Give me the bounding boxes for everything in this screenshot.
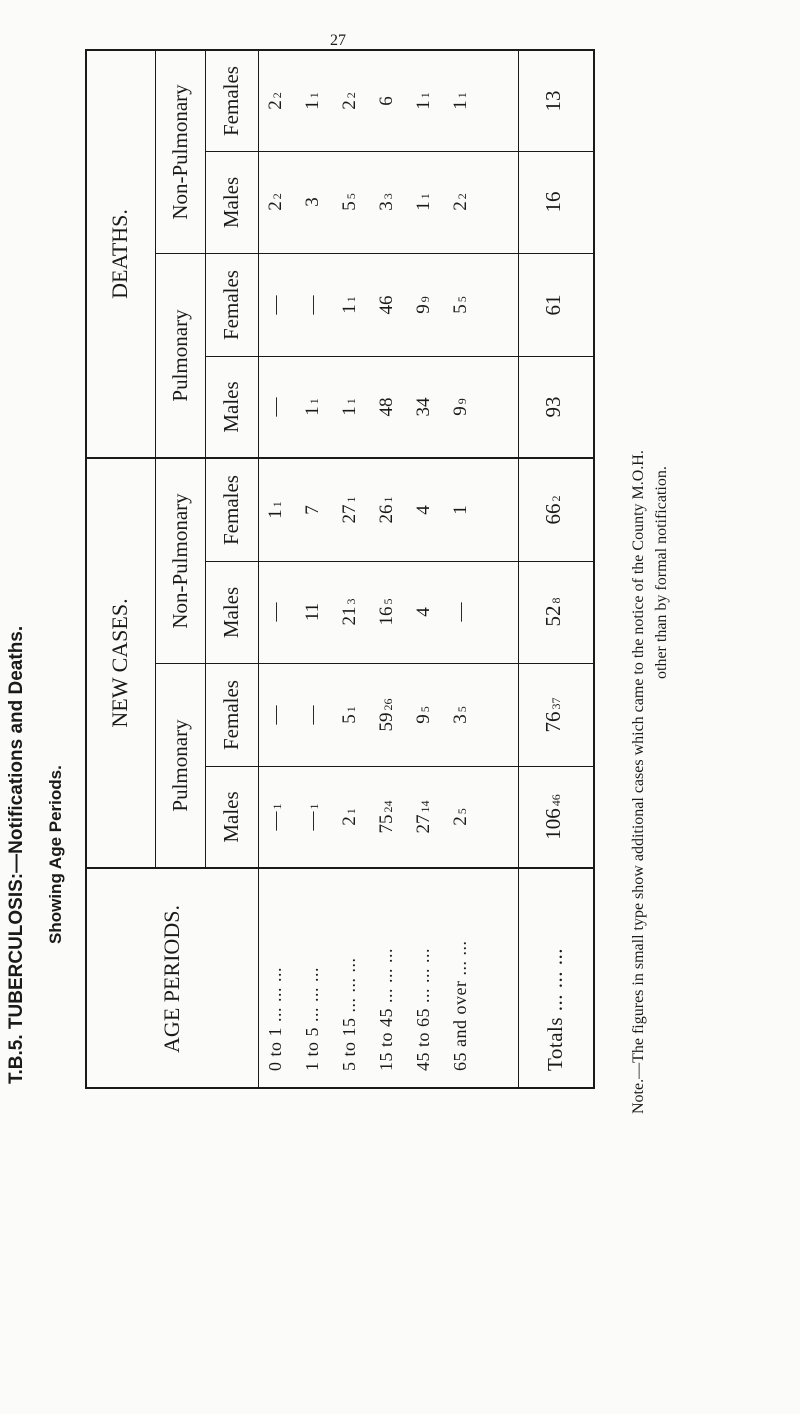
cell-additional-cases: 24 [381, 800, 395, 813]
table-cell [339, 362, 361, 452]
cell-value: 21 [339, 606, 360, 626]
cell-value: — [302, 811, 323, 831]
cell-additional-cases: 2 [270, 193, 284, 200]
table-cell [450, 772, 472, 862]
cell-value: 2 [450, 816, 471, 826]
cell-additional-cases: 5 [455, 706, 469, 713]
cell-value: 59 [376, 712, 397, 732]
age-label: 15 to 45 ... ... ... [376, 947, 396, 1071]
cell-additional-cases: 2 [270, 92, 284, 99]
cell-value: 66 [541, 503, 565, 525]
table-cell [265, 362, 287, 452]
cell-additional-cases: 1 [270, 501, 284, 508]
table-cell [450, 567, 472, 657]
table-cell [302, 56, 324, 146]
cell-value: 2 [265, 100, 286, 110]
table-cell [376, 56, 398, 146]
table-cell [339, 772, 361, 862]
cell-additional-cases: 46 [549, 794, 563, 807]
header-age-periods: AGE PERIODS. [158, 905, 184, 1053]
table-cell [339, 157, 361, 247]
table-cell [450, 56, 472, 146]
table-cell [450, 260, 472, 350]
totals-cell [541, 260, 566, 350]
divider-sub-3 [205, 356, 595, 357]
table-cell [450, 670, 472, 760]
cell-value: 93 [541, 396, 565, 418]
table-cell [450, 157, 472, 247]
cell-additional-cases: 1 [307, 803, 321, 810]
cell-value: 1 [265, 509, 286, 519]
cell-additional-cases: 1 [455, 92, 469, 99]
cell-value: 2 [450, 201, 471, 211]
cell-additional-cases: 2 [344, 92, 358, 99]
header-females-1: Females [219, 680, 243, 750]
header-deaths: DEATHS. [107, 209, 132, 299]
cell-value: 9 [413, 304, 434, 314]
table-cell [413, 670, 435, 760]
cell-value: — [450, 602, 471, 622]
table-subtitle: Showing Age Periods. [46, 765, 65, 944]
table-cell [339, 670, 361, 760]
table-title: T.B.5. TUBERCULOSIS:—Notifications and Deaths. [6, 625, 27, 1084]
cell-value: — [265, 602, 286, 622]
table-cell [265, 465, 287, 555]
table-cell [376, 772, 398, 862]
cell-value: 1 [450, 100, 471, 110]
header-males-2: Males [219, 586, 243, 639]
rule-header-body [258, 49, 259, 1089]
cell-additional-cases: 5 [418, 706, 432, 713]
cell-additional-cases: 1 [344, 296, 358, 303]
cell-value: 76 [541, 711, 565, 733]
table-cell [339, 567, 361, 657]
age-label: 45 to 65 ... ... ... [413, 947, 433, 1071]
table-cell [265, 670, 287, 760]
cell-value: 3 [302, 197, 323, 207]
cell-value: 5 [450, 304, 471, 314]
cell-value: 1 [302, 406, 323, 416]
table-cell [376, 260, 398, 350]
cell-value: 9 [450, 406, 471, 416]
header-males-3: Males [219, 381, 243, 433]
table-cell [302, 157, 324, 247]
table-cell [413, 157, 435, 247]
rule-totals [518, 49, 519, 1089]
table-cell [265, 772, 287, 862]
cell-additional-cases: 37 [549, 697, 563, 710]
cell-value: 3 [450, 714, 471, 724]
age-label: 65 and over ... ... [450, 940, 470, 1071]
cell-additional-cases: 8 [549, 597, 563, 604]
table-cell [376, 465, 398, 555]
divider-sub-2 [205, 561, 595, 562]
totals-label: Totals ... ... ... [543, 947, 567, 1071]
age-label: 5 to 15 ... ... ... [339, 957, 359, 1071]
footnote-line-2: other than by formal notification. [653, 466, 670, 679]
cell-additional-cases: 1 [307, 398, 321, 405]
age-label: 1 to 5 ... ... ... [302, 966, 322, 1071]
cell-value: 46 [376, 295, 397, 315]
cell-additional-cases: 2 [455, 193, 469, 200]
header-new-cases: NEW CASES. [107, 598, 132, 728]
cell-value: — [265, 295, 286, 315]
header-females-3: Females [219, 270, 243, 340]
table-border-bottom [593, 49, 595, 1089]
totals-cell [541, 772, 566, 862]
table-cell [413, 260, 435, 350]
cell-additional-cases: 5 [344, 193, 358, 200]
totals-cell [541, 362, 566, 452]
cell-additional-cases: 1 [418, 92, 432, 99]
header-females-4: Females [219, 66, 243, 136]
divider-sub-1 [205, 766, 595, 767]
cell-value: 5 [339, 201, 360, 211]
cell-additional-cases: 1 [344, 808, 358, 815]
table-cell [265, 567, 287, 657]
cell-additional-cases: 1 [270, 803, 284, 810]
table-cell [265, 157, 287, 247]
table-cell [413, 465, 435, 555]
table-cell [413, 56, 435, 146]
cell-additional-cases: 1 [344, 398, 358, 405]
totals-cell [541, 56, 566, 146]
table-cell [376, 157, 398, 247]
table-cell [376, 670, 398, 760]
table-cell [339, 465, 361, 555]
cell-additional-cases: 9 [418, 296, 432, 303]
cell-value: 106 [541, 808, 565, 840]
table-cell [413, 567, 435, 657]
totals-cell [541, 670, 566, 760]
cell-value: 34 [413, 397, 434, 417]
cell-additional-cases: 1 [307, 92, 321, 99]
cell-value: 1 [413, 201, 434, 211]
cell-value: 6 [376, 96, 397, 106]
table-cell [302, 670, 324, 760]
totals-cell [541, 567, 566, 657]
table-cell [413, 772, 435, 862]
cell-value: 13 [541, 90, 565, 112]
cell-value: 16 [376, 606, 397, 626]
divider-sub-4 [205, 151, 595, 152]
cell-value: 7 [302, 505, 323, 515]
cell-value: — [265, 397, 286, 417]
cell-additional-cases: 5 [455, 296, 469, 303]
header-females-2: Females [219, 475, 243, 545]
page-number: 27 [330, 32, 346, 49]
header-nc-non-pulmonary: Non-Pulmonary [167, 493, 192, 629]
cell-value: 26 [376, 504, 397, 524]
cell-value: 52 [541, 605, 565, 627]
table-cell [302, 772, 324, 862]
table-cell [302, 567, 324, 657]
header-nc-pulmonary: Pulmonary [167, 719, 192, 812]
cell-value: — [265, 705, 286, 725]
footnote-line-1: Note.—The figures in small type show additional cases which came to the notice of the County M.O.H. [630, 450, 647, 1114]
table-cell [302, 260, 324, 350]
cell-additional-cases: 3 [381, 193, 395, 200]
table-cell [339, 260, 361, 350]
age-label: 0 to 1 ... ... ... [265, 966, 285, 1071]
cell-value: 4 [413, 607, 434, 617]
cell-additional-cases: 1 [344, 496, 358, 503]
table-cell [413, 362, 435, 452]
cell-value: 4 [413, 505, 434, 515]
cell-value: 2 [265, 201, 286, 211]
table-cell [376, 567, 398, 657]
cell-value: 75 [376, 814, 397, 834]
cell-additional-cases: 14 [418, 800, 432, 813]
cell-value: 2 [339, 100, 360, 110]
totals-cell [541, 157, 566, 247]
cell-additional-cases: 1 [381, 496, 395, 503]
cell-value: 1 [339, 406, 360, 416]
cell-value: 27 [339, 504, 360, 524]
cell-value: 1 [302, 100, 323, 110]
cell-additional-cases: 2 [549, 495, 563, 502]
table-cell [339, 56, 361, 146]
cell-additional-cases: 1 [344, 706, 358, 713]
cell-value: 27 [413, 814, 434, 834]
table-cell [450, 362, 472, 452]
tuberculosis-table [85, 49, 595, 1089]
cell-additional-cases: 26 [381, 698, 395, 711]
cell-value: 11 [302, 602, 323, 622]
table-cell [302, 362, 324, 452]
cell-value: 1 [339, 304, 360, 314]
header-males-4: Males [219, 176, 243, 229]
cell-value: 48 [376, 397, 397, 417]
cell-additional-cases: 5 [381, 598, 395, 605]
table-cell [265, 56, 287, 146]
cell-value: 5 [339, 714, 360, 724]
cell-value: — [302, 295, 323, 315]
table-cell [302, 465, 324, 555]
header-males-1: Males [219, 791, 243, 843]
cell-value: 1 [413, 100, 434, 110]
header-d-non-pulmonary: Non-Pulmonary [167, 84, 192, 220]
cell-additional-cases: 1 [418, 193, 432, 200]
cell-value: 16 [541, 191, 565, 213]
table-cell [450, 465, 472, 555]
cell-value: 1 [450, 505, 471, 515]
cell-value: — [265, 811, 286, 831]
totals-cell [541, 465, 566, 555]
table-cell [265, 260, 287, 350]
cell-additional-cases: 5 [455, 808, 469, 815]
cell-value: 61 [541, 294, 565, 316]
cell-additional-cases: 9 [455, 398, 469, 405]
cell-additional-cases: 3 [344, 598, 358, 605]
cell-value: 9 [413, 714, 434, 724]
cell-value: 3 [376, 201, 397, 211]
header-d-pulmonary: Pulmonary [167, 309, 192, 402]
cell-value: — [302, 705, 323, 725]
cell-value: 2 [339, 816, 360, 826]
table-cell [376, 362, 398, 452]
